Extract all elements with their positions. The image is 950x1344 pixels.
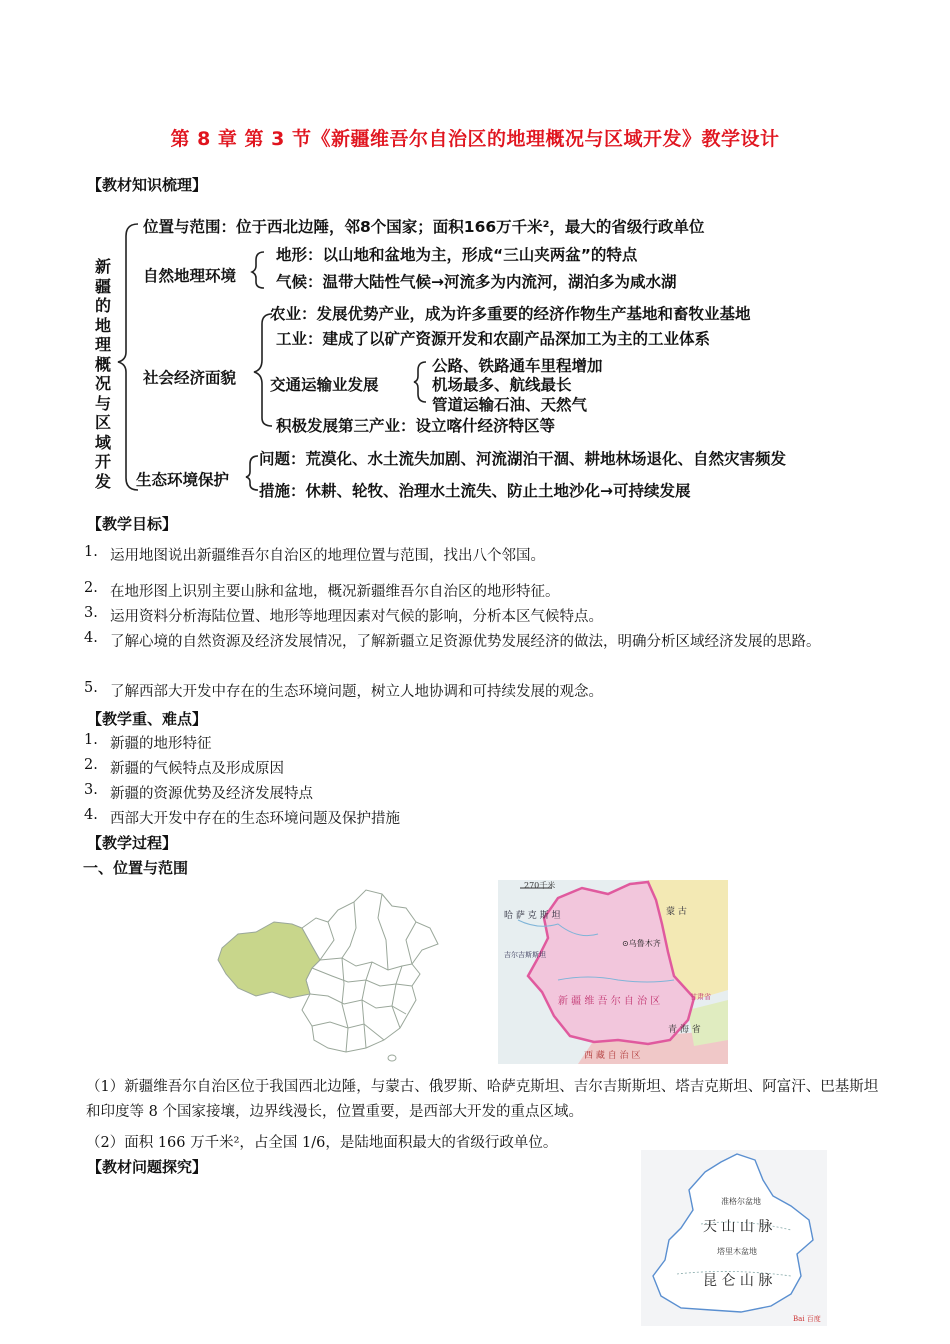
map-label-tianshan: 天 山 山 脉 — [703, 1219, 773, 1235]
mindmap-transport-item: 机场最多、航线最长 — [432, 376, 572, 394]
paragraph-area: （2）面积 166 万千米²，占全国 1/6，是陆地面积最大的省级行政单位。 — [86, 1135, 558, 1151]
mindmap-climate: 气候：温带大陆性气候→河流多为内流河，湖泊多为咸水湖 — [276, 273, 677, 291]
mindmap-transport-item: 管道运输石油、天然气 — [432, 396, 588, 414]
map-label-xinjiang: 新 疆 维 吾 尔 自 治 区 — [558, 996, 661, 1007]
map-label-kunlun: 昆 仑 山 脉 — [703, 1273, 773, 1289]
map-label-kazakhstan: 哈 萨 克 斯 坦 — [504, 911, 561, 921]
subheading-position: 一、位置与范围 — [83, 859, 189, 877]
mindmap-root: 新疆的地理概况与区域开发 — [94, 257, 111, 491]
section-heading-key-points: 【教学重、难点】 — [87, 710, 208, 728]
section-heading-process: 【教学过程】 — [87, 834, 178, 852]
xinjiang-political-map-image — [498, 880, 728, 1064]
section-heading-knowledge: 【教材知识梳理】 — [87, 176, 208, 194]
mindmap-terrain: 地形：以山地和盆地为主，形成“三山夹两盆”的特点 — [276, 246, 638, 264]
mindmap-industry: 工业：建成了以矿产资源开发和农副产品深加工为主的工业体系 — [276, 330, 711, 348]
terrain-outline — [641, 1150, 827, 1326]
section-heading-objectives: 【教学目标】 — [87, 515, 178, 533]
map-watermark: Bai 百度 — [793, 1315, 821, 1323]
mindmap-ecology-label: 生态环境保护 — [136, 471, 230, 489]
page-title: 第 8 章 第 3 节《新疆维吾尔自治区的地理概况与区域开发》教学设计 — [170, 128, 780, 150]
mindmap-agriculture: 农业：发展优势产业，成为许多重要的经济作物生产基地和畜牧业基地 — [270, 305, 751, 323]
map-label-mongolia: 蒙 古 — [666, 907, 687, 917]
mindmap-nature-label: 自然地理环境 — [143, 267, 237, 285]
section-heading-explore: 【教材问题探究】 — [87, 1158, 208, 1176]
map-scale: 270千米 — [524, 881, 556, 890]
map-label-tibet: 西 藏 自 治 区 — [584, 1051, 641, 1061]
xinjiang-highlight — [218, 922, 320, 998]
mindmap-problems: 问题：荒漠化、水土流失加剧、河流湖泊干涸、耕地林场退化、自然灾害频发 — [259, 450, 787, 468]
paragraph-location: （1）新疆维吾尔自治区位于我国西北边陲，与蒙古、俄罗斯、哈萨克斯坦、吉尔吉斯斯坦、塔吉克斯坦、阿富汗、巴基斯坦和印度等 8 个国家接壤，边界线漫长，位置重要，是西部大开发的重点区域。 — [86, 1079, 879, 1120]
mindmap-measures: 措施：休耕、轮牧、治理水土流失、防止土地沙化→可持续发展 — [259, 482, 691, 500]
map-label-gansu: 甘肃省 — [690, 993, 711, 1001]
map-label-junggar: 准格尔盆地 — [721, 1197, 761, 1206]
map-label-tarim: 塔里木盆地 — [717, 1247, 757, 1256]
mindmap-location: 位置与范围：位于西北边陲，邻8个国家；面积166万千米²，最大的省级行政单位 — [143, 218, 705, 236]
xinjiang-terrain-map-image — [641, 1150, 827, 1326]
mindmap-economy-label: 社会经济面貌 — [143, 369, 237, 387]
mindmap-transport-item: 公路、铁路通车里程增加 — [432, 357, 603, 375]
china-map-image — [216, 888, 448, 1064]
map-label-kyrgyzstan: 吉尔吉斯斯坦 — [504, 951, 546, 959]
mindmap-tertiary: 积极发展第三产业：设立喀什经济特区等 — [276, 417, 556, 435]
mindmap-transport-label: 交通运输业发展 — [270, 376, 379, 394]
map-label-urumqi: ⊙乌鲁木齐 — [622, 939, 661, 948]
map-label-qinghai: 青 海 省 — [668, 1025, 701, 1035]
